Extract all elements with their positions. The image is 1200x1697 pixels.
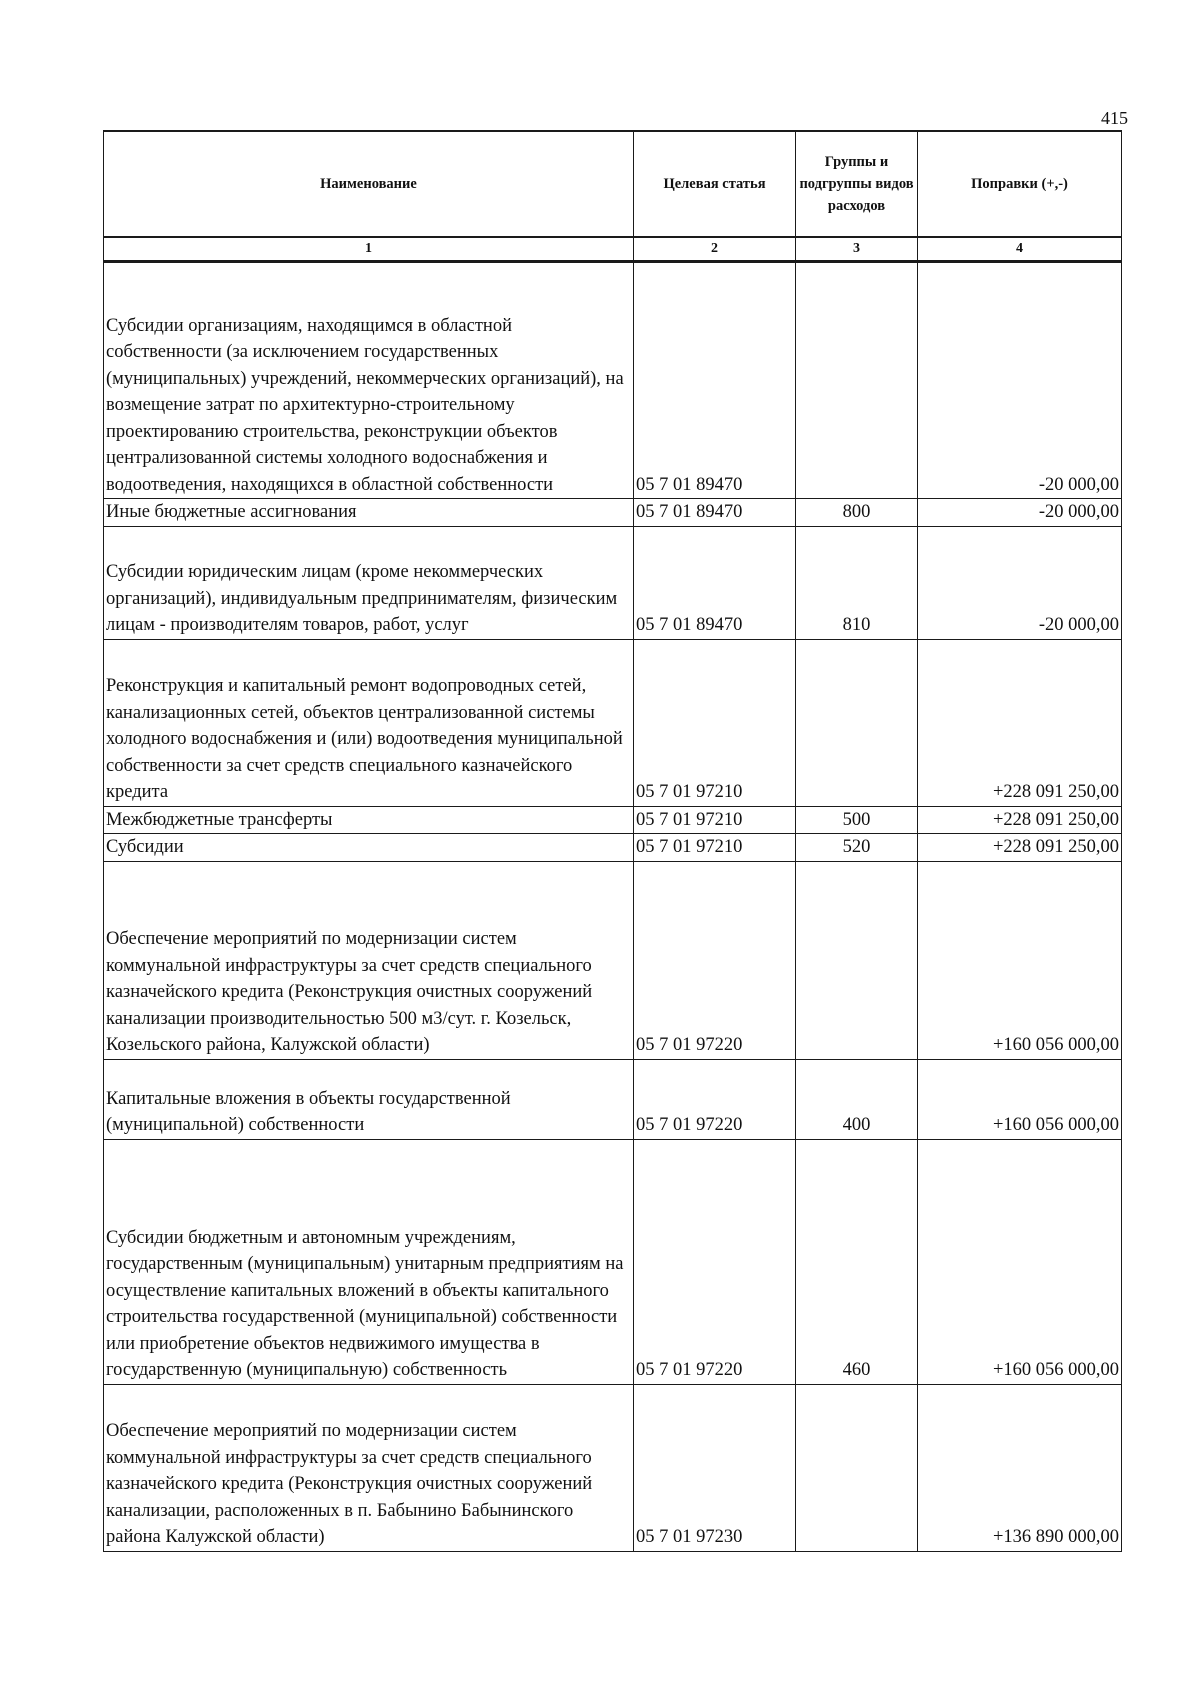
row-amount: +228 091 250,00: [918, 806, 1122, 834]
row-target-code: 05 7 01 89470: [634, 526, 796, 639]
row-name: Субсидии юридическим лицам (кроме некоммерческих организаций), индивидуальным предпринимателям, физическим лицам - производителям товаров, работ, услуг: [104, 526, 634, 639]
row-expense-type: 400: [796, 1059, 918, 1139]
row-name: Субсидии бюджетным и автономным учреждениям, государственным (муниципальным) унитарным предприятиям на осуществление капитальных вложений в объекты капитального строительства государственной (муниципальной) собственности или приобретение объектов недвижимого имущества в государственную (муниципальную) собственность: [104, 1139, 634, 1384]
row-target-code: 05 7 01 97220: [634, 861, 796, 1059]
row-amount: +160 056 000,00: [918, 861, 1122, 1059]
row-target-code: 05 7 01 97210: [634, 834, 796, 862]
row-amount: -20 000,00: [918, 262, 1122, 499]
header-expense-groups: Группы и подгруппы видов расходов: [796, 131, 918, 237]
row-amount: -20 000,00: [918, 499, 1122, 527]
row-name: Обеспечение мероприятий по модернизации систем коммунальной инфраструктуры за счет средств специального казначейского кредита (Реконструкция очистных сооружений канализации производительностью 500 м3/сут. г. Козельск, Козельского района, Калужской области): [104, 861, 634, 1059]
row-expense-type: 500: [796, 806, 918, 834]
table-row: [104, 499, 1122, 527]
table-row: [104, 1139, 1122, 1384]
row-amount: +228 091 250,00: [918, 639, 1122, 806]
row-expense-type: [796, 861, 918, 1059]
row-expense-type: 800: [796, 499, 918, 527]
row-name: Иные бюджетные ассигнования: [104, 499, 634, 527]
table-row: [104, 806, 1122, 834]
row-target-code: 05 7 01 89470: [634, 262, 796, 499]
header-amendments: Поправки (+,-): [918, 131, 1122, 237]
table-row: [104, 861, 1122, 1059]
row-name: Межбюджетные трансферты: [104, 806, 634, 834]
column-number-1: 1: [104, 237, 634, 262]
table-row: [104, 639, 1122, 806]
row-name: Капитальные вложения в объекты государственной (муниципальной) собственности: [104, 1059, 634, 1139]
table-row: [104, 834, 1122, 862]
header-target-article: Целевая статья: [634, 131, 796, 237]
budget-amendments-table: [103, 130, 1122, 1552]
row-target-code: 05 7 01 97210: [634, 806, 796, 834]
row-amount: +228 091 250,00: [918, 834, 1122, 862]
row-amount: +160 056 000,00: [918, 1139, 1122, 1384]
table-row: [104, 526, 1122, 639]
row-target-code: 05 7 01 97210: [634, 639, 796, 806]
table-row: [104, 1384, 1122, 1551]
row-expense-type: 810: [796, 526, 918, 639]
row-expense-type: [796, 262, 918, 499]
row-target-code: 05 7 01 89470: [634, 499, 796, 527]
row-target-code: 05 7 01 97230: [634, 1384, 796, 1551]
row-expense-type: [796, 639, 918, 806]
row-target-code: 05 7 01 97220: [634, 1139, 796, 1384]
row-amount: +136 890 000,00: [918, 1384, 1122, 1551]
table-row: [104, 262, 1122, 499]
row-target-code: 05 7 01 97220: [634, 1059, 796, 1139]
table-row: [104, 1059, 1122, 1139]
column-number-4: 4: [918, 237, 1122, 262]
column-number-2: 2: [634, 237, 796, 262]
row-expense-type: [796, 1384, 918, 1551]
row-amount: +160 056 000,00: [918, 1059, 1122, 1139]
row-name: Субсидии: [104, 834, 634, 862]
header-name: Наименование: [104, 131, 634, 237]
row-expense-type: 520: [796, 834, 918, 862]
table-header: [104, 131, 1122, 262]
row-name: Обеспечение мероприятий по модернизации систем коммунальной инфраструктуры за счет средств специального казначейского кредита (Реконструкция очистных сооружений канализации, расположенных в п. Бабынино Бабынинского района Калужской области): [104, 1384, 634, 1551]
row-expense-type: 460: [796, 1139, 918, 1384]
row-amount: -20 000,00: [918, 526, 1122, 639]
column-number-3: 3: [796, 237, 918, 262]
row-name: Реконструкция и капитальный ремонт водопроводных сетей, канализационных сетей, объектов централизованной системы холодного водоснабжения и (или) водоотведения муниципальной собственности за счет средств специального казначейского кредита: [104, 639, 634, 806]
row-name: Субсидии организациям, находящимся в областной собственности (за исключением государственных (муниципальных) учреждений, некоммерческих организаций), на возмещение затрат по архитектурно-строительному проектированию строительства, реконструкции объектов централизованной системы холодного водоснабжения и водоотведения, находящихся в областной собственности: [104, 262, 634, 499]
page-number: 415: [1101, 108, 1128, 128]
